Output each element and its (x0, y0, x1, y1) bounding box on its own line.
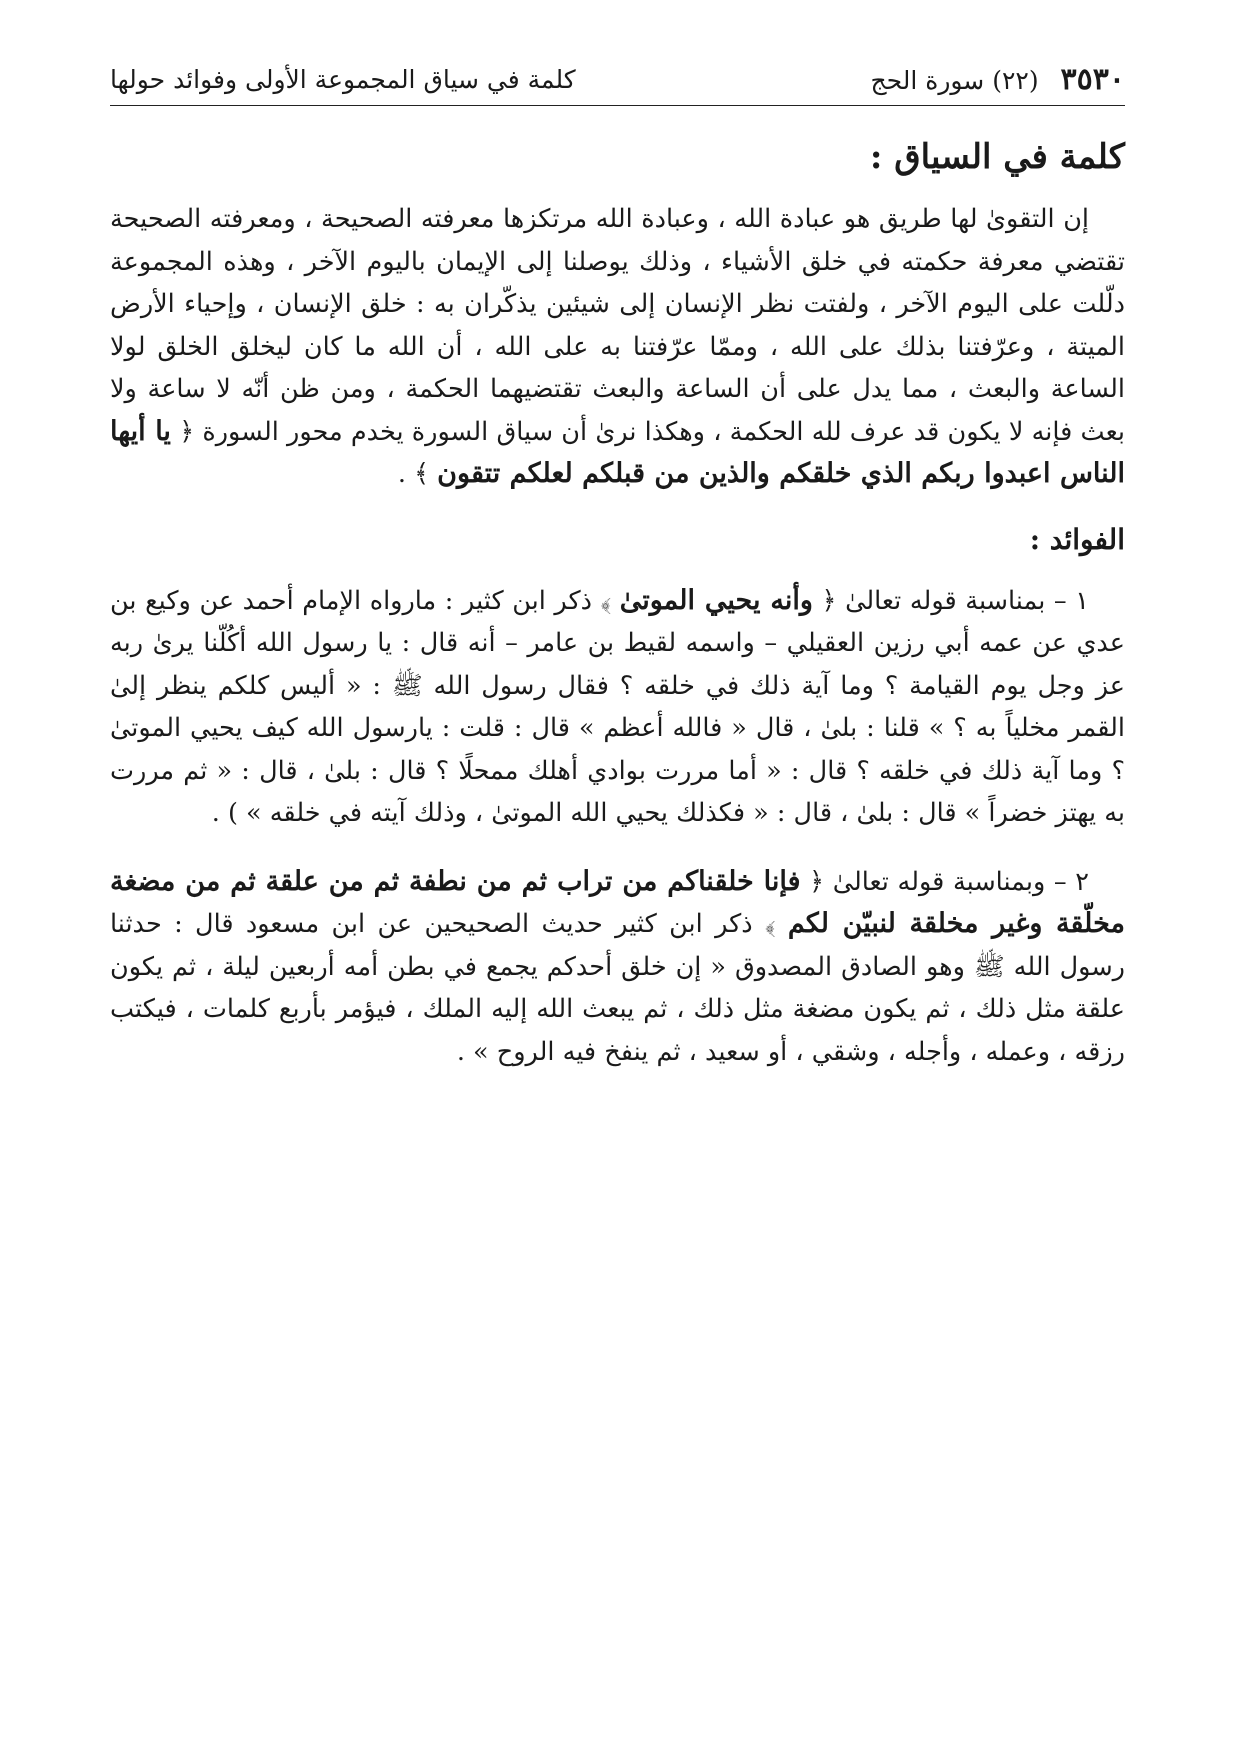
benefit-1-text: ﴾ ذكر ابن كثير : مارواه الإمام أحمد عن وكيع بن عدي عن عمه أبي رزين العقيلي – واسمه لقيط بن عامر – أنه قال : يا رسول الله أكُلّنا يرىٰ ربه عز وجل يوم القيامة ؟ وما آية ذلك في خلقه ؟ فقال رسول الله ﷺ : « أليس كلكم ينظر إلىٰ القمر مخلياً به ؟ » قلنا : بلىٰ ، قال « فالله أعظم » قال : قلت : يارسول الله كيف يحيي الموتىٰ ؟ وما آية ذلك في خلقه ؟ قال : « أما مررت بوادي أهلك ممحلًا ؟ قال : بلىٰ ، قال : « ثم مررت به يهتز خضراً » قال : بلىٰ ، قال : « فكذلك يحيي الله الموتىٰ ، وذلك آيته في خلقه » ) . (110, 585, 1125, 828)
context-text: إن التقوىٰ لها طريق هو عبادة الله ، وعبادة الله مرتكزها معرفته الصحيحة ، ومعرفته الصحيحة تقتضي معرفة حكمته في خلق الأشياء ، وذلك يوصلنا إلى الإيمان باليوم الآخر ، وهذه المجموعة دلّلت على اليوم الآخر ، ولفتت نظر الإنسان إلى شيئين يذكّران به : خلق الإنسان ، وإحياء الأرض الميتة ، وعرّفتنا بذلك على الله ، وممّا عرّفتنا به على الله ، أن الله ما كان ليخلق الخلق لولا الساعة والبعث ، مما يدل على أن الساعة والبعث تقتضيهما الحكمة ، ومن ظن أنّه لا ساعة ولا بعث فإنه لا يكون قد عرف لله الحكمة ، وهكذا نرىٰ أن سياق السورة يخدم محور السورة ﴿ (110, 204, 1125, 447)
running-title: كلمة في سياق المجموعة الأولى وفوائد حولها (110, 65, 576, 94)
context-paragraph (110, 198, 1125, 496)
surah-name: (٢٢) سورة الحج (870, 66, 1039, 95)
benefit-1-lead: ١ – بمناسبة قوله تعالىٰ ﴿ (821, 585, 1089, 616)
running-header (110, 55, 1125, 106)
benefit-1-quote: وأنه يحيي الموتىٰ (619, 584, 813, 616)
page-number: ٣٥٣٠ (1060, 62, 1125, 97)
header-page-info (870, 55, 1125, 106)
benefit-2-text: ﴾ ذكر ابن كثير حديث الصحيحين عن ابن مسعود قال : حدثنا رسول الله ﷺ وهو الصادق المصدوق « إن خلق أحدكم يجمع في بطن أمه أربعين ليلة ، ثم يكون علقة مثل ذلك ، ثم يكون مضغة مثل ذلك ، ثم يبعث الله إليه الملك ، فيؤمر بأربع كلمات ، فيكتب رزقه ، وعمله ، وأجله ، وشقي ، أو سعيد ، ثم ينفخ فيه الروح » . (110, 909, 1125, 1067)
quran-quote: يا أيها الناس اعبدوا ربكم الذي خلقكم والذين من قبلكم لعلكم تتقون (110, 415, 1125, 489)
benefit-2-quote: فإنا خلقناكم من تراب ثم من نطفة ثم من علقة ثم من مضغة مخلّقة وغير مخلقة لنبيّن لكم (110, 865, 1125, 939)
section-title-context: كلمة في السياق : (869, 137, 1125, 177)
section-title-benefits: الفوائد : (1029, 522, 1125, 556)
quote-close: ﴾ . (397, 459, 430, 489)
paragraph-spacer (110, 835, 1125, 861)
document-page (110, 55, 1125, 1073)
benefit-2-lead: ٢ – وبمناسبة قوله تعالىٰ ﴿ (809, 866, 1089, 897)
benefit-1-paragraph (110, 580, 1125, 835)
benefit-2-paragraph (110, 861, 1125, 1074)
